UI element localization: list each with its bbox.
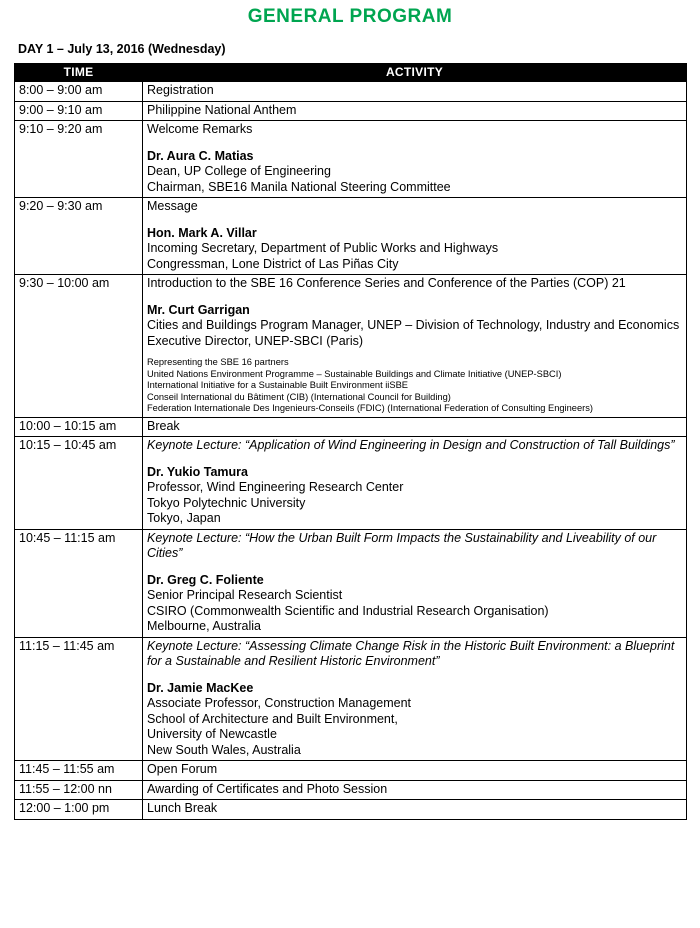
partner-line: Conseil International du Bâtiment (CIB) (International Council for Building) — [147, 391, 451, 402]
activity-line: Philippine National Anthem — [147, 102, 297, 117]
cell-time: 9:20 – 9:30 am — [15, 198, 143, 275]
cell-time: 9:00 – 9:10 am — [15, 101, 143, 121]
cell-time: 8:00 – 9:00 am — [15, 82, 143, 102]
speaker-name: Mr. Curt Garrigan — [147, 302, 250, 317]
table-row — [15, 121, 687, 198]
program-table — [14, 63, 687, 820]
activity-line: New South Wales, Australia — [147, 742, 301, 757]
line-spacer — [147, 292, 682, 303]
table-row — [15, 780, 687, 800]
activity-line: Melbourne, Australia — [147, 619, 261, 633]
cell-time: 11:55 – 12:00 nn — [15, 780, 143, 800]
cell-activity — [143, 82, 687, 102]
cell-time: 11:15 – 11:45 am — [15, 637, 143, 761]
line-spacer — [147, 454, 682, 465]
cell-activity — [143, 121, 687, 198]
cell-time: 11:45 – 11:55 am — [15, 761, 143, 781]
activity-line: Incoming Secretary, Department of Public Works and Highways — [147, 241, 499, 255]
cell-activity — [143, 800, 687, 820]
program-page — [0, 6, 700, 928]
table-header-row — [15, 64, 687, 82]
table-row — [15, 198, 687, 275]
cell-activity — [143, 198, 687, 275]
activity-line: Executive Director, UNEP-SBCI (Paris) — [147, 333, 364, 348]
cell-activity — [143, 637, 687, 761]
partner-line: United Nations Environment Programme – Sustainable Buildings and Climate Initiative (UNEP-SBCI) — [147, 368, 562, 379]
activity-line: University of Newcastle — [147, 727, 277, 741]
cell-time: 9:10 – 9:20 am — [15, 121, 143, 198]
cell-time: 10:45 – 11:15 am — [15, 529, 143, 637]
line-spacer — [147, 138, 682, 149]
table-header — [15, 64, 687, 82]
page-title: GENERAL PROGRAM — [247, 6, 453, 27]
partner-line: International Initiative for a Sustainable Built Environment iiSBE — [147, 380, 408, 390]
column-header-activity: ACTIVITY — [143, 64, 687, 82]
activity-line: Introduction to the SBE 16 Conference Series and Conference of the Parties (COP) 21 — [147, 276, 626, 290]
line-spacer — [147, 215, 682, 226]
cell-time: 12:00 – 1:00 pm — [15, 800, 143, 820]
partners-label: Representing the SBE 16 partners — [147, 357, 289, 367]
cell-activity — [143, 275, 687, 418]
line-spacer — [147, 670, 682, 681]
table-row — [15, 275, 687, 418]
activity-line: Tokyo Polytechnic University — [147, 495, 306, 510]
speaker-name: Dr. Aura C. Matias — [147, 148, 254, 163]
speaker-name: Dr. Yukio Tamura — [147, 464, 248, 479]
cell-activity — [143, 101, 687, 121]
activity-line: Break — [147, 418, 180, 433]
partner-line: Federation Internationale Des Ingenieurs-Conseils (FDIC) (International Federation of Consulting Engineers) — [147, 403, 593, 413]
table-row — [15, 761, 687, 781]
activity-line: Associate Professor, Construction Management — [147, 696, 412, 710]
cell-activity — [143, 437, 687, 530]
speaker-name: Dr. Greg C. Foliente — [147, 572, 264, 587]
activity-line: CSIRO (Commonwealth Scientific and Industrial Research Organisation) — [147, 603, 549, 618]
table-body — [15, 82, 687, 820]
cell-activity — [143, 417, 687, 437]
activity-line: Professor, Wind Engineering Research Center — [147, 480, 404, 494]
activity-line: Congressman, Lone District of Las Piñas City — [147, 256, 399, 271]
activity-line: Dean, UP College of Engineering — [147, 164, 331, 178]
table-row — [15, 101, 687, 121]
line-spacer — [147, 562, 682, 573]
table-row — [15, 800, 687, 820]
table-row — [15, 417, 687, 437]
activity-line: Registration — [147, 83, 214, 97]
cell-activity — [143, 529, 687, 637]
column-header-time: TIME — [15, 64, 143, 82]
lecture-title: Keynote Lecture: “Assessing Climate Change Risk in the Historic Built Environment: a Blueprint for a Sustainable and Resilient Historic Environment” — [147, 638, 675, 668]
activity-line: Open Forum — [147, 762, 218, 776]
table-row — [15, 529, 687, 637]
cell-activity — [143, 761, 687, 781]
activity-line: Cities and Buildings Program Manager, UNEP – Division of Technology, Industry and Economics — [147, 318, 680, 332]
cell-activity — [143, 780, 687, 800]
activity-line: Tokyo, Japan — [147, 511, 221, 525]
activity-line: Awarding of Certificates and Photo Session — [147, 781, 388, 796]
table-row — [15, 637, 687, 761]
cell-time: 10:00 – 10:15 am — [15, 417, 143, 437]
activity-line: Message — [147, 199, 198, 213]
day-heading: DAY 1 – July 13, 2016 (Wednesday) — [18, 42, 226, 56]
speaker-name: Dr. Jamie MacKee — [147, 680, 254, 695]
lecture-title: Keynote Lecture: “How the Urban Built Form Impacts the Sustainability and Liveability of our Cities” — [147, 530, 657, 560]
lecture-title: Keynote Lecture: “Application of Wind Engineering in Design and Construction of Tall Buildings” — [147, 438, 675, 452]
activity-line: Lunch Break — [147, 801, 218, 815]
speaker-name: Hon. Mark A. Villar — [147, 225, 257, 240]
activity-line: Welcome Remarks — [147, 122, 253, 136]
table-row — [15, 82, 687, 102]
cell-time: 9:30 – 10:00 am — [15, 275, 143, 418]
cell-time: 10:15 – 10:45 am — [15, 437, 143, 530]
activity-line: Chairman, SBE16 Manila National Steering Committee — [147, 179, 451, 194]
table-row — [15, 437, 687, 530]
activity-line: Senior Principal Research Scientist — [147, 588, 343, 602]
activity-line: School of Architecture and Built Environment, — [147, 711, 398, 726]
